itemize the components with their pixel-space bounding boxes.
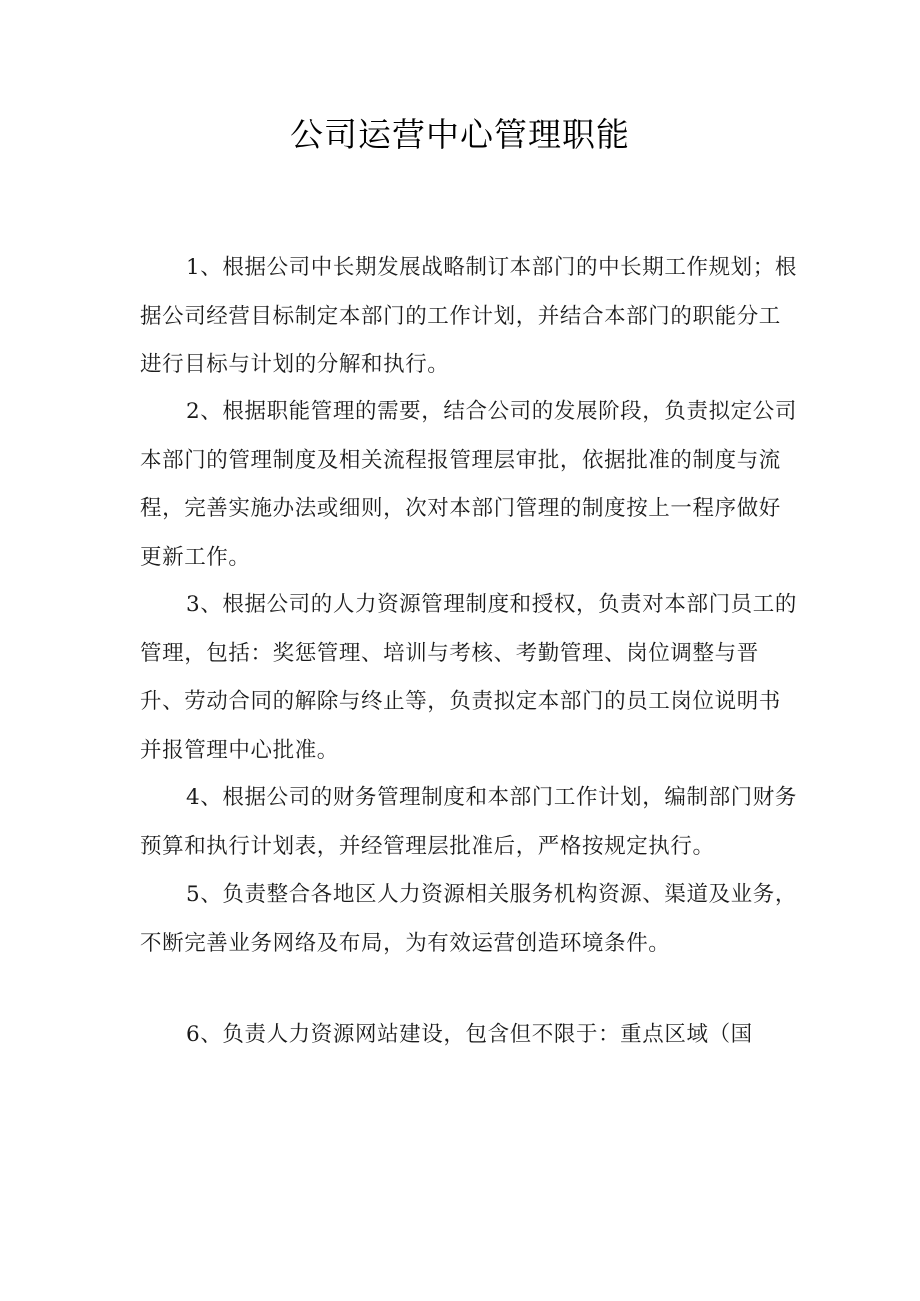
paragraph-1: 1、根据公司中长期发展战略制订本部门的中长期工作规划；根据公司经营目标制定本部门的工作计划，并结合本部门的职能分工进行目标与计划的分解和执行。 (140, 255, 797, 377)
document-title: 公司运营中心管理职能 (290, 115, 630, 154)
paragraph-6: 6、负责人力资源网站建设，包含但不限于：重点区域（国 (186, 1022, 753, 1047)
paragraph-5: 5、负责整合各地区人力资源相关服务机构资源、渠道及业务，不断完善业务网络及布局，为有效运营创造环境条件。 (140, 882, 797, 956)
paragraph-2: 2、根据职能管理的需要，结合公司的发展阶段，负责拟定公司本部门的管理制度及相关流程报管理层审批，依据批准的制度与流程，完善实施办法或细则，次对本部门管理的制度按上一程序做好更新工作。 (140, 399, 797, 570)
paragraph-3: 3、根据公司的人力资源管理制度和授权，负责对本部门员工的管理，包括：奖惩管理、培训与考核、考勤管理、岗位调整与晋升、劳动合同的解除与终止等，负责拟定本部门的员工岗位说明书并报管理中心批准。 (140, 592, 797, 763)
paragraph-4: 4、根据公司的财务管理制度和本部门工作计划，编制部门财务预算和执行计划表，并经管理层批准后，严格按规定执行。 (140, 785, 797, 859)
